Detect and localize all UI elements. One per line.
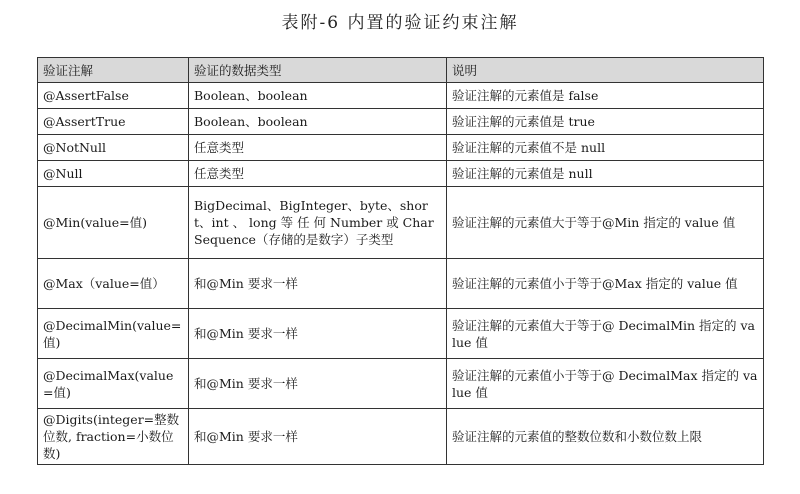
constraints-table [37,57,764,465]
table-row [38,109,764,135]
description-cell: 验证注解的元素值不是 null [447,135,764,161]
page-title: 表附-6 内置的验证约束注解 [281,13,519,33]
types-cell: Boolean、boolean [189,109,447,135]
description-cell: 验证注解的元素值是 null [447,161,764,187]
types-cell: 任意类型 [189,135,447,161]
types-cell: 和@Min 要求一样 [189,359,447,409]
annotation-cell: @AssertFalse [38,83,189,109]
types-cell: 任意类型 [189,161,447,187]
table-row [38,259,764,309]
description-cell: 验证注解的元素值是 true [447,109,764,135]
table-row [38,409,764,465]
header-annotation: 验证注解 [38,58,189,83]
header-data-types: 验证的数据类型 [189,58,447,83]
annotation-cell: @AssertTrue [38,109,189,135]
types-cell: Boolean、boolean [189,83,447,109]
annotation-cell: @Max（value=值） [38,259,189,309]
annotation-cell: @NotNull [38,135,189,161]
types-cell: 和@Min 要求一样 [189,409,447,465]
table-row [38,135,764,161]
description-cell: 验证注解的元素值的整数位数和小数位数上限 [447,409,764,465]
description-cell: 验证注解的元素值是 false [447,83,764,109]
annotation-cell: @Min(value=值) [38,187,189,259]
table-header-row [38,58,764,83]
annotation-cell: @Digits(integer=整数位数, fraction=小数位数) [38,409,189,465]
description-cell: 验证注解的元素值大于等于@ DecimalMin 指定的 value 值 [447,309,764,359]
description-cell: 验证注解的元素值大于等于@Min 指定的 value 值 [447,187,764,259]
annotation-cell: @DecimalMin(value=值) [38,309,189,359]
table-row [38,187,764,259]
description-cell: 验证注解的元素值小于等于@ DecimalMax 指定的 value 值 [447,359,764,409]
annotation-cell: @DecimalMax(value=值) [38,359,189,409]
description-cell: 验证注解的元素值小于等于@Max 指定的 value 值 [447,259,764,309]
types-cell: BigDecimal、BigInteger、byte、short、int 、 long 等 任 何 Number 或 CharSequence（存储的是数字）子类型 [189,187,447,259]
table-row [38,83,764,109]
header-description: 说明 [447,58,764,83]
table-row [38,359,764,409]
annotation-cell: @Null [38,161,189,187]
types-cell: 和@Min 要求一样 [189,309,447,359]
types-cell: 和@Min 要求一样 [189,259,447,309]
table-row [38,161,764,187]
table-row [38,309,764,359]
